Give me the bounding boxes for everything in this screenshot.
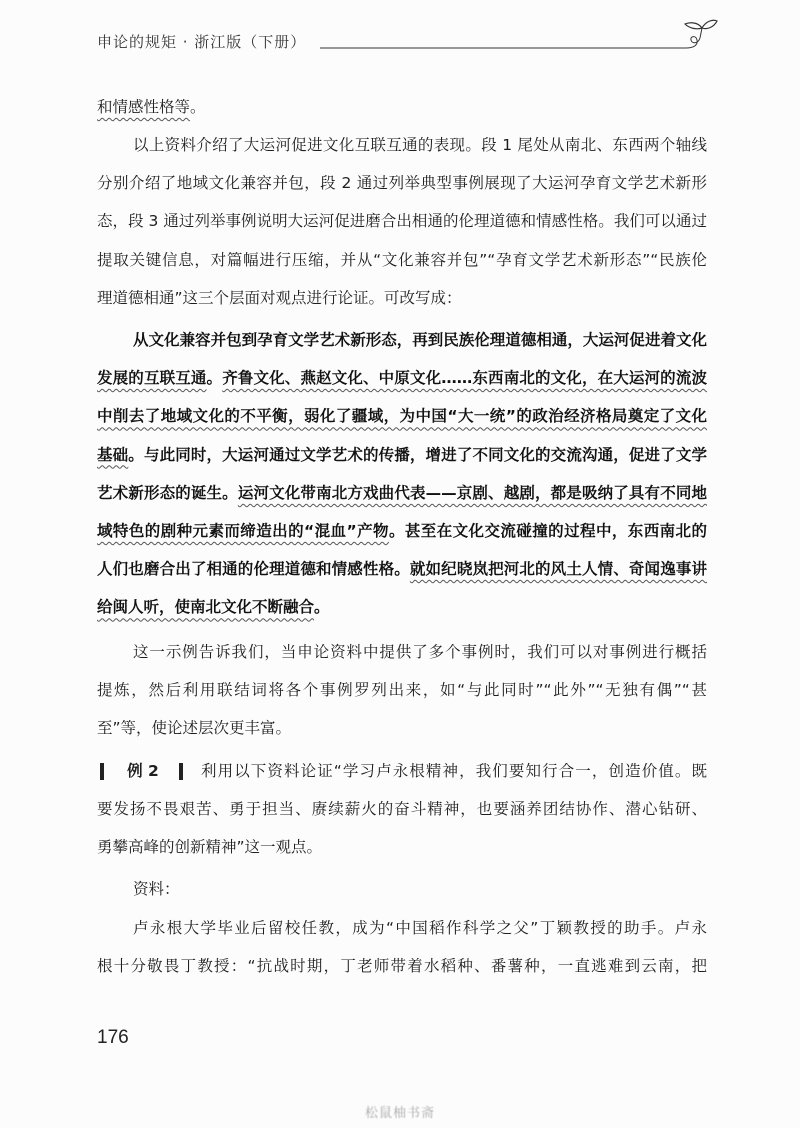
text-line bbox=[133, 633, 707, 671]
text-line bbox=[97, 550, 707, 588]
text-segment: 。甚至在文化交流碰撞的过程中，东西南北的 bbox=[388, 521, 707, 540]
text-line bbox=[97, 828, 707, 866]
paragraph-material-heading bbox=[97, 870, 707, 908]
text-segment: 。 bbox=[206, 369, 223, 388]
text-line bbox=[97, 241, 707, 279]
paragraph-analysis bbox=[97, 126, 707, 317]
running-head-title: 申论的规矩 · 浙江版（下册） bbox=[97, 33, 307, 51]
text-segment: 资料： bbox=[133, 880, 180, 898]
text-segment: 人们也磨合出了相通的伦理道德和情感性格。 bbox=[97, 560, 410, 579]
wavy-underlined-text: 给闽人听，使南北文化不断融合 bbox=[97, 598, 315, 617]
text-line bbox=[97, 709, 707, 747]
paragraph-rewritten-example bbox=[97, 321, 707, 627]
text-segment: 要发扬不畏艰苦、勇于担当、赓续薪火的奋斗精神，也要涵养团结协作、潜心钻研、 bbox=[97, 800, 707, 819]
header-rule-line bbox=[320, 28, 702, 48]
text-segment: 以上资料介绍了大运河促进文化互联互通的表现。段 1 尾处从南北、东西两个轴线 bbox=[133, 136, 707, 154]
text-line bbox=[133, 321, 707, 359]
wavy-underlined-text: 基础 bbox=[97, 445, 129, 464]
wavy-underlined-text: 齐鲁文化、燕赵文化、中原文化……东西南北的文化，在大运河的流波 bbox=[222, 369, 707, 388]
text-segment: 理道德相通”这三个层面对观点进行论证。可改写成： bbox=[97, 288, 462, 307]
page-number: 176 bbox=[97, 1027, 129, 1048]
example-label bbox=[97, 752, 197, 790]
text-line bbox=[97, 671, 707, 709]
text-line bbox=[97, 436, 707, 474]
wavy-underlined-text: 运河文化带南北方戏曲代表——京剧、越剧，都是吸纳了具有不同地 bbox=[237, 483, 707, 502]
example-label-right-bar bbox=[179, 763, 183, 780]
sprout-right-leaf bbox=[702, 20, 717, 28]
text-line bbox=[133, 870, 707, 908]
wavy-underlined-text: 就如纪晓岚把河北的风土人情、奇闻逸事讲 bbox=[409, 560, 707, 579]
text-line bbox=[97, 588, 707, 626]
example-label-left-bar bbox=[100, 763, 104, 780]
text-segment: 态，段 3 通过列举事例说明大运河促进磨合出相通的伦理道德和情感性格。我们可以通过 bbox=[97, 212, 707, 231]
sprout-left-leaf bbox=[685, 23, 702, 29]
wavy-underlined-text: 域特色的剧种元素而缔造出的“混血”产物 bbox=[97, 521, 389, 540]
text-segment: 根十分敬畏丁教授：“抗战时期，丁老师带着水稻种、番薯种，一直逃难到云南，把 bbox=[97, 957, 707, 976]
text-segment: 从文化兼容并包到孕育文学艺术新形态，再到民族伦理道德相通，大运河促进着文化 bbox=[133, 331, 707, 349]
scan-watermark: 松鼠柚书斋 bbox=[364, 1106, 435, 1121]
text-line bbox=[97, 202, 707, 240]
text-segment: 。与此同时，大运河通过文学艺术的传播，增进了不同文化的交流沟通，促进了文学 bbox=[128, 445, 707, 464]
header-rule bbox=[318, 18, 718, 58]
text-line bbox=[97, 474, 707, 512]
text-line bbox=[97, 88, 707, 126]
text-segment: 至”等，使论述层次更丰富。 bbox=[97, 719, 292, 738]
text-segment: 利用以下资料论证“学习卢永根精神，我们要知行合一，创造价值。既 bbox=[201, 762, 707, 780]
text-line bbox=[97, 359, 707, 397]
paragraph-material bbox=[97, 909, 707, 985]
text-segment: 提取关键信息，对篇幅进行压缩，并从“文化兼容并包”“孕育文学艺术新形态”“民族伦 bbox=[97, 250, 707, 269]
wavy-underlined-text: 中削去了地域文化的不平衡，弱化了疆域，为中国“大一统”的政治经济格局奠定了文化 bbox=[97, 407, 707, 426]
text-line bbox=[133, 909, 707, 947]
paragraph-takeaway bbox=[97, 633, 707, 748]
text-line bbox=[97, 397, 707, 435]
text-line bbox=[97, 279, 707, 317]
wavy-underlined-text: 和情感性格等 bbox=[97, 98, 191, 116]
example-label-text: 例 2 bbox=[127, 762, 159, 780]
paragraph-example-2-prompt bbox=[97, 752, 707, 867]
text-line bbox=[97, 947, 707, 985]
text-line bbox=[97, 790, 707, 828]
text-segment: 艺术新形态的诞生。 bbox=[97, 483, 238, 502]
paragraph-continuation bbox=[97, 88, 707, 126]
text-segment: 。 bbox=[314, 598, 330, 617]
text-segment: 提炼，然后利用联结词将各个事例罗列出来，如“与此同时”“此外”“无独有偶”“甚 bbox=[97, 681, 707, 700]
wavy-underlined-text: 发展的互联互通 bbox=[97, 369, 207, 388]
text-segment: 分别介绍了地域文化兼容并包，段 2 通过列举典型事例展现了大运河孕育文学艺术新形 bbox=[97, 174, 707, 193]
text-line bbox=[97, 164, 707, 202]
text-segment: 。 bbox=[190, 98, 206, 116]
sprout-icon bbox=[685, 20, 717, 29]
text-segment: 这一示例告诉我们，当申论资料中提供了多个事例时，我们可以对事例进行概括 bbox=[133, 643, 707, 661]
text-line bbox=[97, 512, 707, 550]
text-segment: 卢永根大学毕业后留校任教，成为“中国稻作科学之父”丁颖教授的助手。卢永 bbox=[133, 919, 707, 937]
text-segment: 勇攀高峰的创新精神”这一观点。 bbox=[97, 838, 323, 857]
text-line bbox=[133, 126, 707, 164]
